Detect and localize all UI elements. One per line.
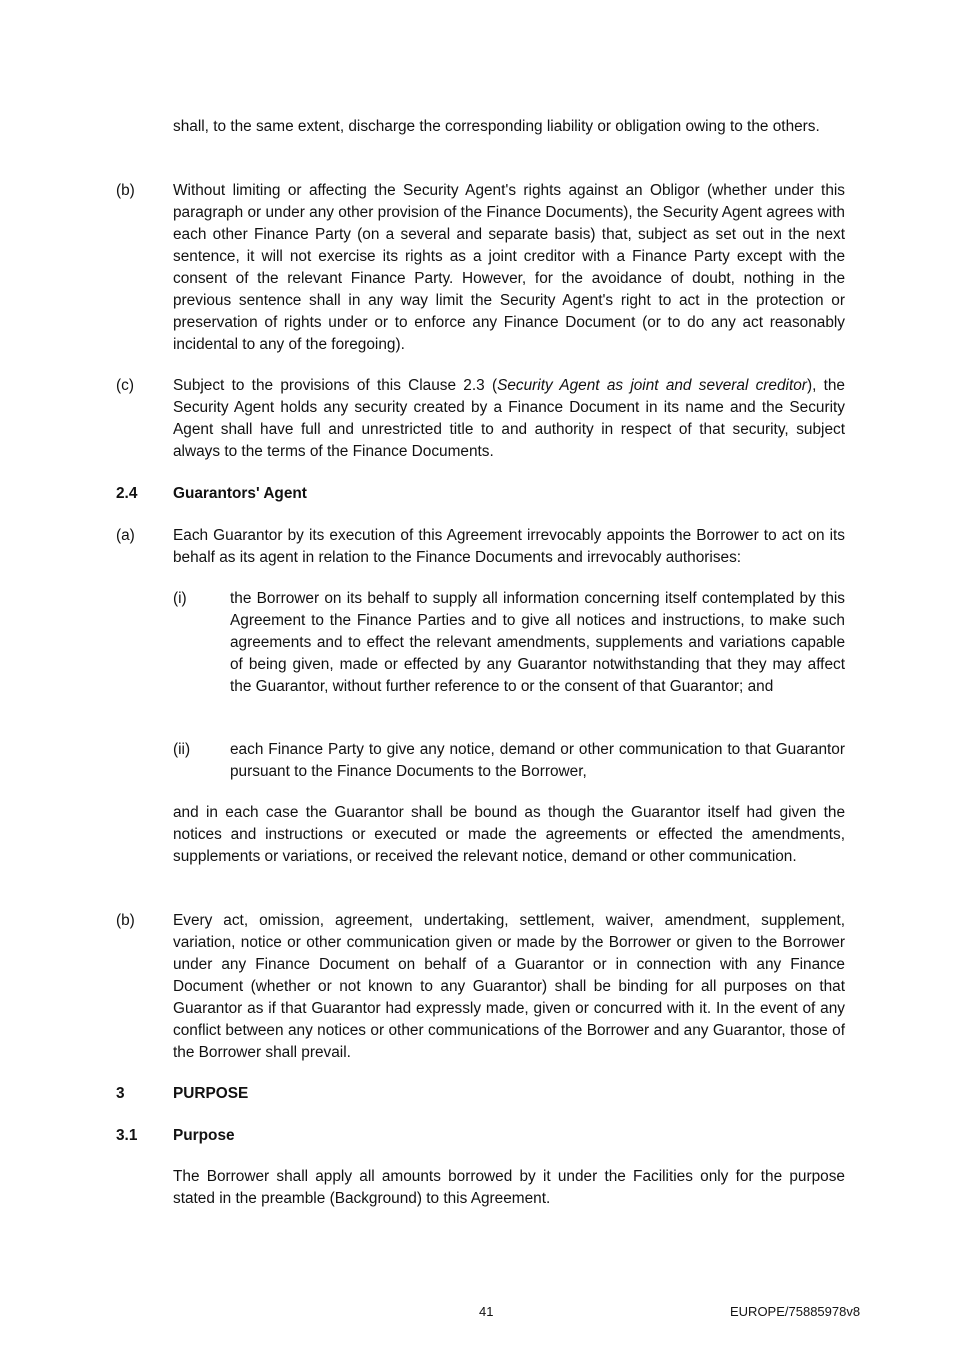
clause-2-3-c-text-start: Subject to the provisions of this Clause 2.3 ( — [173, 377, 498, 394]
subparagraph-label-ii: (ii) — [173, 741, 191, 758]
clause-3-1-heading: Purpose — [173, 1127, 235, 1144]
clause-2-4-a-tail: and in each case the Guarantor shall be bound as though the Guarantor itself had given the notices and instructions or executed or made the agreements or effected the amendments, supplements or variations, or received the relevant notice, demand or other communication. — [173, 804, 845, 865]
paragraph-label-b-2: (b) — [116, 912, 135, 929]
clause-2-3-c-text — [173, 375, 845, 463]
clause-2-4-b-text: Every act, omission, agreement, undertaking, settlement, waiver, amendment, supplement, variation, notice or other communication given or made by the Borrower or given to the Borrower under any Finance Document on behalf of a Guarantor or in connection with any Finance Document (whether or not known to any Guarantor) shall be binding for all purposes on that Guarantor as if that Guarantor had expressly made, given or concurred with it. In the event of any conflict between any notices or other communications of the Borrower and any Guarantor, those of the Borrower shall prevail. — [173, 912, 845, 1061]
clause-2-4-heading: Guarantors' Agent — [173, 485, 307, 502]
clause-3-1-text: The Borrower shall apply all amounts borrowed by it under the Facilities only for the purpose stated in the preamble (Background) to this Agreement. — [173, 1168, 845, 1207]
clause-2-3-c-italic-title: Security Agent as joint and several creditor — [497, 377, 807, 394]
paragraph-label-a: (a) — [116, 527, 135, 544]
clause-3-heading: PURPOSE — [173, 1085, 249, 1102]
paragraph-label-b: (b) — [116, 182, 135, 199]
clause-2-4-a-text: Each Guarantor by its execution of this Agreement irrevocably appoints the Borrower to act on its behalf as its agent in relation to the Finance Documents and irrevocably authorises: — [173, 527, 845, 566]
clause-2-4-a-ii-text: each Finance Party to give any notice, demand or other communication to that Guarantor pursuant to the Finance Documents to the Borrower, — [230, 741, 845, 780]
clause-3-1-number: 3.1 — [116, 1127, 138, 1144]
clause-2-4-a-i-text: the Borrower on its behalf to supply all information concerning itself contemplated by this Agreement to the Finance Parties and to give all notices and instructions, to make such agreements and to effect the relevant amendments, supplements and variations capable of being given, made or effected by any Guarantor notwithstanding that they may affect the Guarantor, without further reference to or the consent of that Guarantor; and — [230, 590, 845, 695]
document-reference: EUROPE/75885978v8 — [730, 1304, 861, 1319]
clause-2-3-c-text-end: ), the Security Agent holds any security created by a Finance Document in its name and the Security Agent shall have full and unrestricted title to and authority in respect of that security, subject always to the terms of the Finance Documents. — [173, 377, 845, 460]
clause-3-number: 3 — [116, 1085, 125, 1102]
subparagraph-label-i: (i) — [173, 590, 187, 607]
paragraph-label-c: (c) — [116, 377, 134, 394]
continuation-paragraph: shall, to the same extent, discharge the corresponding liability or obligation owing to the others. — [173, 118, 820, 135]
clause-2-4-number: 2.4 — [116, 485, 138, 502]
page-number: 41 — [479, 1304, 494, 1319]
clause-2-3-b-text: Without limiting or affecting the Security Agent's rights against an Obligor (whether under this paragraph or under any other provision of the Finance Documents), the Security Agent agrees with each other Finance Party (on a several and separate basis) that, subject as set out in the next sentence, it will not exercise its rights as a joint creditor with a Finance Party except with the consent of the relevant Finance Party. However, for the avoidance of doubt, nothing in the previous sentence shall in any way limit the Security Agent's right to act in the protection or preservation of rights under or to enforce any Finance Document (or to do any act reasonably incidental to any of the foregoing). — [173, 182, 845, 353]
